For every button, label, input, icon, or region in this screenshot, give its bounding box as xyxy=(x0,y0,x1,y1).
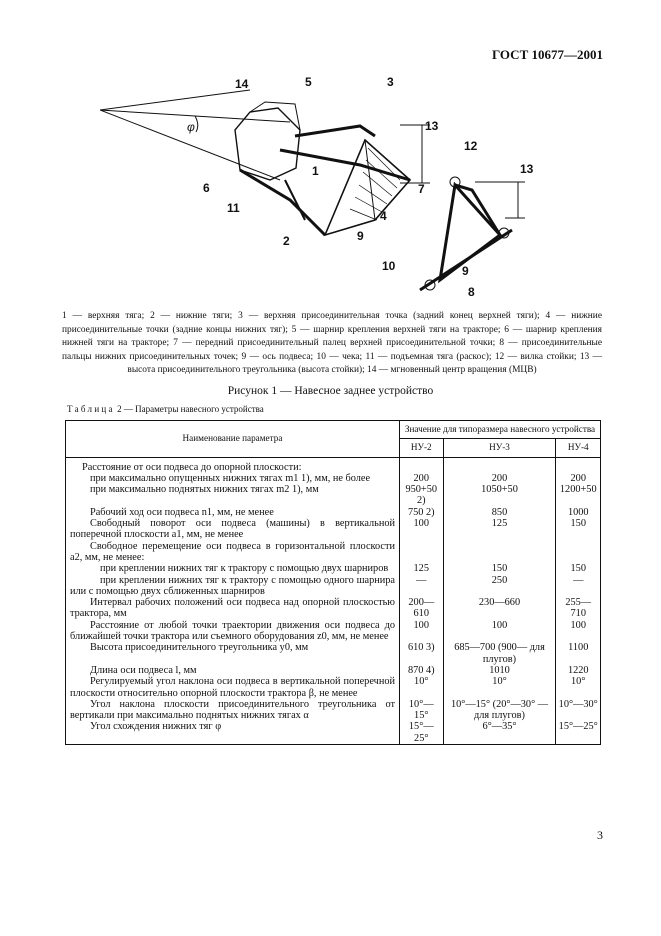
table-row xyxy=(66,676,601,699)
parameter-value xyxy=(400,541,444,564)
fig-label: 9 xyxy=(462,264,469,278)
parameter-name: Интервал рабочих положений оси подвеса над опорной плоскостью трактора, мм xyxy=(66,597,400,620)
parameter-value: 10° xyxy=(400,676,444,699)
header-size: НУ-3 xyxy=(443,439,556,457)
legend-item: 11 — подъемная тяга (раскос); xyxy=(365,351,495,362)
parameter-value: 100 xyxy=(556,620,601,643)
parameter-value: 150 xyxy=(556,518,601,541)
parameter-value: 125 xyxy=(443,518,556,541)
parameter-value xyxy=(556,541,601,564)
fig-label: 12 xyxy=(464,139,478,153)
legend-item: 6 — шарнир крепления нижней тяги на тракторе; xyxy=(62,324,602,349)
parameter-value xyxy=(400,457,444,473)
table-row xyxy=(66,721,601,744)
header-size: НУ-2 xyxy=(400,439,444,457)
legend-item: 4 — нижние присоединительные точки (задние концы нижних тяг); xyxy=(62,311,602,335)
legend-item: 13 — высота присоединительного треугольника (высота стойки); xyxy=(127,351,602,376)
fig-label: 10 xyxy=(382,259,396,273)
parameter-value: 10° xyxy=(556,676,601,699)
figure-legend xyxy=(62,310,602,378)
parameter-name: Длина оси подвеса l, мм xyxy=(66,665,400,676)
legend-item: 9 — ось подвеса; xyxy=(241,351,317,362)
table-row xyxy=(66,457,601,473)
standard-number: ГОСТ 10677—2001 xyxy=(491,47,603,62)
parameter-value: 150 xyxy=(443,563,556,574)
table-row xyxy=(66,473,601,484)
parameter-value: 1220 xyxy=(556,665,601,676)
hitch-figure xyxy=(100,70,570,305)
parameter-value: 200 xyxy=(556,473,601,484)
table-label: Таблица xyxy=(67,404,115,414)
table-body xyxy=(66,457,601,744)
header-parameter-name: Наименование параметра xyxy=(66,421,400,458)
parameter-value: 100 xyxy=(400,518,444,541)
legend-item: 3 — верхняя присоединительная точка (задний конец верхней тяги); xyxy=(238,311,546,321)
parameter-value: 10°—15° xyxy=(400,699,444,722)
legend-item: 12 — вилка стойки; xyxy=(494,351,580,362)
fig-label: 5 xyxy=(305,75,312,89)
parameter-value: 230—660 xyxy=(443,597,556,620)
parameter-value: 610 3) xyxy=(400,642,444,665)
parameter-value: 850 xyxy=(443,507,556,518)
table-row xyxy=(66,620,601,643)
legend-item: 8 — присоединительные пальцы нижних присоединительных точек; xyxy=(62,338,602,362)
header-value-group: Значение для типоразмера навесного устройства xyxy=(400,421,601,439)
parameter-value: 100 xyxy=(400,620,444,643)
parameter-value xyxy=(443,457,556,473)
parameter-name: Расстояние от любой точки траектории движения оси подвеса до ближайшей точки трактора или съемного оборудования z0, мм, не менее xyxy=(66,620,400,643)
legend-item: 1 — верхняя тяга; xyxy=(62,311,151,321)
parameter-value: 10°—30° xyxy=(556,699,601,722)
parameter-value: 200—610 xyxy=(400,597,444,620)
table-row xyxy=(66,575,601,598)
fig-label: 4 xyxy=(380,209,387,223)
fig-label: 11 xyxy=(227,201,240,215)
fig-label: 8 xyxy=(468,285,475,299)
parameter-name: Рабочий ход оси подвеса n1, мм, не менее xyxy=(66,507,400,518)
table-row xyxy=(66,541,601,564)
parameter-value: 750 2) xyxy=(400,507,444,518)
page-number: 3 xyxy=(597,828,603,842)
fig-label: 13 xyxy=(520,162,534,176)
fig-label: 6 xyxy=(203,181,210,195)
parameter-value: — xyxy=(556,575,601,598)
header-size: НУ-4 xyxy=(556,439,601,457)
parameters-table xyxy=(65,420,601,745)
legend-item: 10 — чека; xyxy=(316,351,366,362)
table-row xyxy=(66,665,601,676)
table-row xyxy=(66,699,601,722)
parameter-value: 1010 xyxy=(443,665,556,676)
fig-label: 9 xyxy=(357,229,364,243)
parameter-name: при креплении нижних тяг к трактору с помощью одного шарнира или с помощью двух сближенных шарниров xyxy=(66,575,400,598)
parameter-value: 870 4) xyxy=(400,665,444,676)
parameter-value: 1000 xyxy=(556,507,601,518)
parameter-value xyxy=(443,541,556,564)
fig-label: 2 xyxy=(283,234,290,248)
fig-label: 7 xyxy=(418,182,425,196)
parameter-name: Регулируемый угол наклона оси подвеса в вертикальной поперечной плоскости относительно опорной плоскости трактора β, не менее xyxy=(66,676,400,699)
table-row xyxy=(66,642,601,665)
parameter-value: — xyxy=(400,575,444,598)
parameter-value: 15°—25° xyxy=(556,721,601,744)
parameter-name: Свободное перемещение оси подвеса в горизонтальной плоскости a2, мм, не менее: xyxy=(66,541,400,564)
table-row xyxy=(66,507,601,518)
parameter-value: 255—710 xyxy=(556,597,601,620)
parameter-name: Угол схождения нижних тяг φ xyxy=(66,721,400,744)
parameter-value: 150 xyxy=(556,563,601,574)
parameter-name: Расстояние от оси подвеса до опорной плоскости: xyxy=(66,457,400,473)
fig-label: 13 xyxy=(425,119,439,133)
parameter-value: 10° xyxy=(443,676,556,699)
figure-caption: Рисунок 1 — Навесное заднее устройство xyxy=(227,385,434,397)
parameter-value xyxy=(556,457,601,473)
parameter-value: 100 xyxy=(443,620,556,643)
fig-angle-label: φ xyxy=(187,120,195,134)
legend-item: 14 — мгновенный центр вращения (МЦВ) xyxy=(367,365,537,376)
parameter-value: 950+50 2) xyxy=(400,484,444,507)
parameter-value: 1200+50 xyxy=(556,484,601,507)
parameter-value: 1050+50 xyxy=(443,484,556,507)
fig-label: 14 xyxy=(235,77,249,91)
parameter-name: при креплении нижних тяг к трактору с помощью двух шарниров xyxy=(66,563,400,574)
parameter-name: Угол наклона плоскости присоединительного треугольника от вертикали при максимально поднятых нижних тягах α xyxy=(66,699,400,722)
parameter-name: Свободный поворот оси подвеса (машины) в вертикальной поперечной плоскости a1, мм, не менее xyxy=(66,518,400,541)
table-title-text: 2 — Параметры навесного устройства xyxy=(114,404,264,414)
parameter-value: 125 xyxy=(400,563,444,574)
parameter-value: 685—700 (900— для плугов) xyxy=(443,642,556,665)
parameter-name: Высота присоединительного треугольника y0, мм xyxy=(66,642,400,665)
legend-item: 2 — нижние тяги; xyxy=(150,311,239,321)
parameter-value: 1100 xyxy=(556,642,601,665)
parameter-value: 200 xyxy=(443,473,556,484)
fig-label: 3 xyxy=(387,75,394,89)
table-row xyxy=(66,518,601,541)
parameter-value: 200 xyxy=(400,473,444,484)
parameter-name: при максимально поднятых нижних тягах m2 1), мм xyxy=(66,484,400,507)
table-row xyxy=(66,563,601,574)
table-row xyxy=(66,597,601,620)
fig-label: 1 xyxy=(312,164,319,178)
parameter-name: при максимально опущенных нижних тягах m1 1), мм, не более xyxy=(66,473,400,484)
table-title xyxy=(67,404,264,414)
parameter-value: 15°—25° xyxy=(400,721,444,744)
table-row xyxy=(66,484,601,507)
legend-item: 5 — шарнир крепления верхней тяги на тракторе; xyxy=(291,324,505,335)
parameter-value: 10°—15° (20°—30° — для плугов) xyxy=(443,699,556,722)
parameter-value: 250 xyxy=(443,575,556,598)
parameter-value: 6°—35° xyxy=(443,721,556,744)
legend-item: 7 — передний присоединительный палец верхней присоединительной точки; xyxy=(173,338,500,349)
